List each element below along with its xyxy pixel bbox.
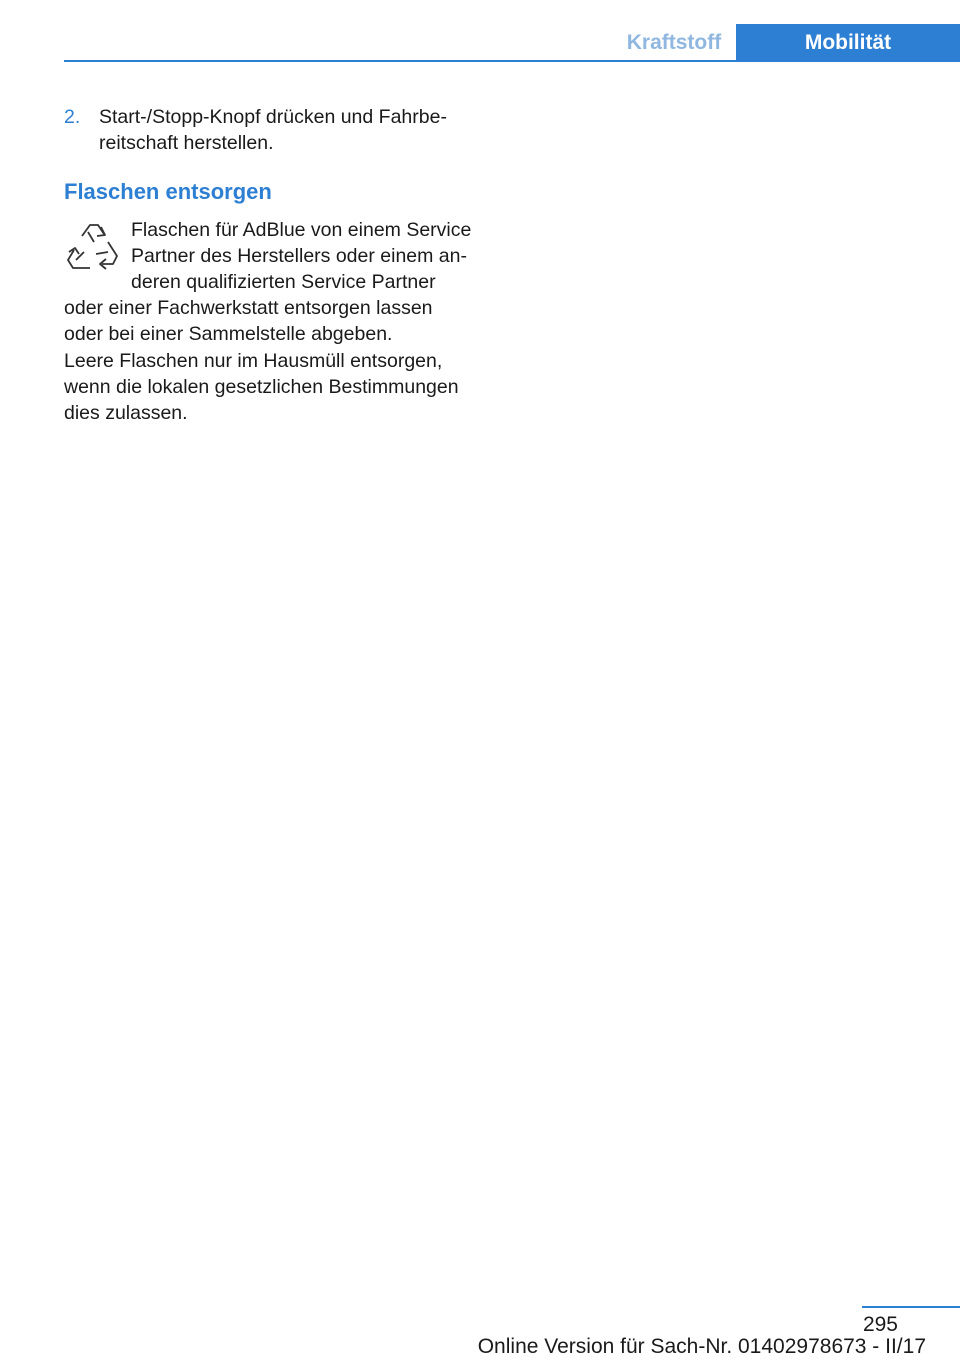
step-text [99,104,484,156]
paragraph-household [64,348,484,426]
tab-kraftstoff[interactable]: Kraftstoff [626,31,722,54]
paragraph-line: oder bei einer Sammelstelle abgeben. [64,323,393,345]
step-item [64,104,484,156]
footer-version-text: Online Version für Sach-Nr. 01402978673 - II/17 [477,1335,926,1358]
paragraph-line: Flaschen für AdBlue von einem Service [131,219,472,241]
paragraph-line: dies zulassen. [64,402,188,424]
step-text-line: Start-/Stopp-Knopf drücken und Fahrbe‐ [99,106,447,128]
paragraph-line: deren qualifizierten Service Partner [131,271,436,293]
footer-rule [862,1306,960,1308]
paragraph-line: Leere Flaschen nur im Hausmüll entsorgen, [64,350,443,372]
header-rule [64,60,960,62]
paragraph-line: wenn die lokalen gesetzlichen Bestimmungen [64,376,459,398]
paragraph-disposal [64,217,484,347]
paragraph-line: oder einer Fachwerkstatt entsorgen lassen [64,297,433,319]
paragraph-line: Partner des Herstellers oder einem an‐ [131,245,467,267]
section-title: Flaschen entsorgen [64,179,272,204]
page-number: 295 [862,1313,898,1336]
tab-mobilitaet[interactable]: Mobilität [736,24,960,62]
step-text-line: reitschaft herstellen. [99,132,274,154]
step-number: 2. [64,106,81,128]
